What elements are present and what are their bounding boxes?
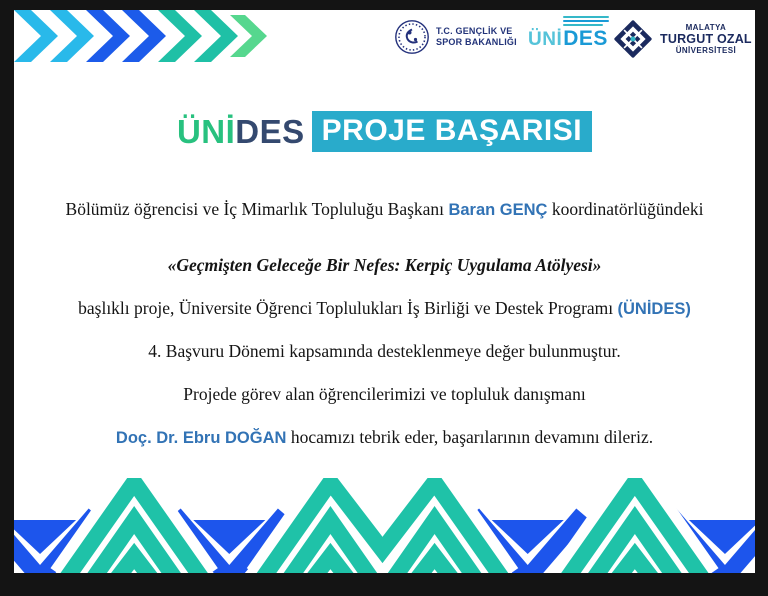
body-line-6-text: hocamızı tebrik eder, başarılarının devamını dileriz. (286, 427, 654, 447)
unides-logo-decor-bar (563, 16, 609, 18)
student-name: Baran GENÇ (448, 201, 548, 219)
title-unides-wordmark (177, 112, 305, 152)
page-title (14, 111, 755, 152)
unides-logo-decor-bar (563, 24, 603, 26)
body-line-2-project-title: «Geçmişten Geleceğe Bir Nefes: Kerpiç Uygulama Atölyesi» (167, 255, 602, 275)
advisor-name: Doç. Dr. Ebru DOĞAN (115, 429, 287, 447)
body-line-1-text-post: koordinatörlüğündeki (547, 199, 704, 219)
title-badge: PROJE BAŞARISI (312, 111, 592, 152)
university-name-line1: MALATYA (685, 23, 727, 32)
zigzag-mountains-decoration (14, 478, 755, 573)
unides-logo-decor-bar (563, 20, 609, 22)
body-line-3-text: başlıklı proje, Üniversite Öğrenci Toplulukları İş Birliği ve Destek Programı (78, 298, 618, 318)
ministry-name-line1: T.C. GENÇLİK VE (436, 26, 513, 36)
university-name-line3: ÜNİVERSİTESİ (675, 46, 737, 55)
ministry-logo (394, 19, 517, 55)
ministry-name-line2: SPOR BAKANLIĞI (436, 37, 517, 47)
university-emblem-icon (612, 18, 654, 60)
body-line-6 (14, 416, 755, 459)
poster (14, 10, 755, 573)
announcement-body (14, 188, 755, 459)
university-logo (612, 18, 752, 60)
body-line-4: 4. Başvuru Dönemi kapsamında desteklenmeye değer bulunmuştur. (148, 341, 621, 361)
title-uni-part: ÜNİ (176, 112, 236, 150)
unides-logo-des-text: DES (563, 27, 608, 50)
unides-logo (528, 16, 609, 49)
university-name-line2: TURGUT OZAL (660, 32, 752, 46)
body-line-1 (14, 188, 755, 231)
program-name: (ÜNİDES) (617, 300, 691, 318)
body-line-3 (14, 287, 755, 330)
ministry-emblem-icon (394, 19, 430, 55)
body-line-1-text: Bölümüz öğrencisi ve İç Mimarlık Topluluğu Başkanı (65, 199, 449, 219)
unides-logo-uni-text: ÜNİ (528, 29, 563, 50)
body-line-5: Projede görev alan öğrencilerimizi ve topluluk danışmanı (183, 384, 586, 404)
chevron-arrows-decoration (14, 10, 274, 62)
title-des-part: DES (235, 112, 305, 150)
